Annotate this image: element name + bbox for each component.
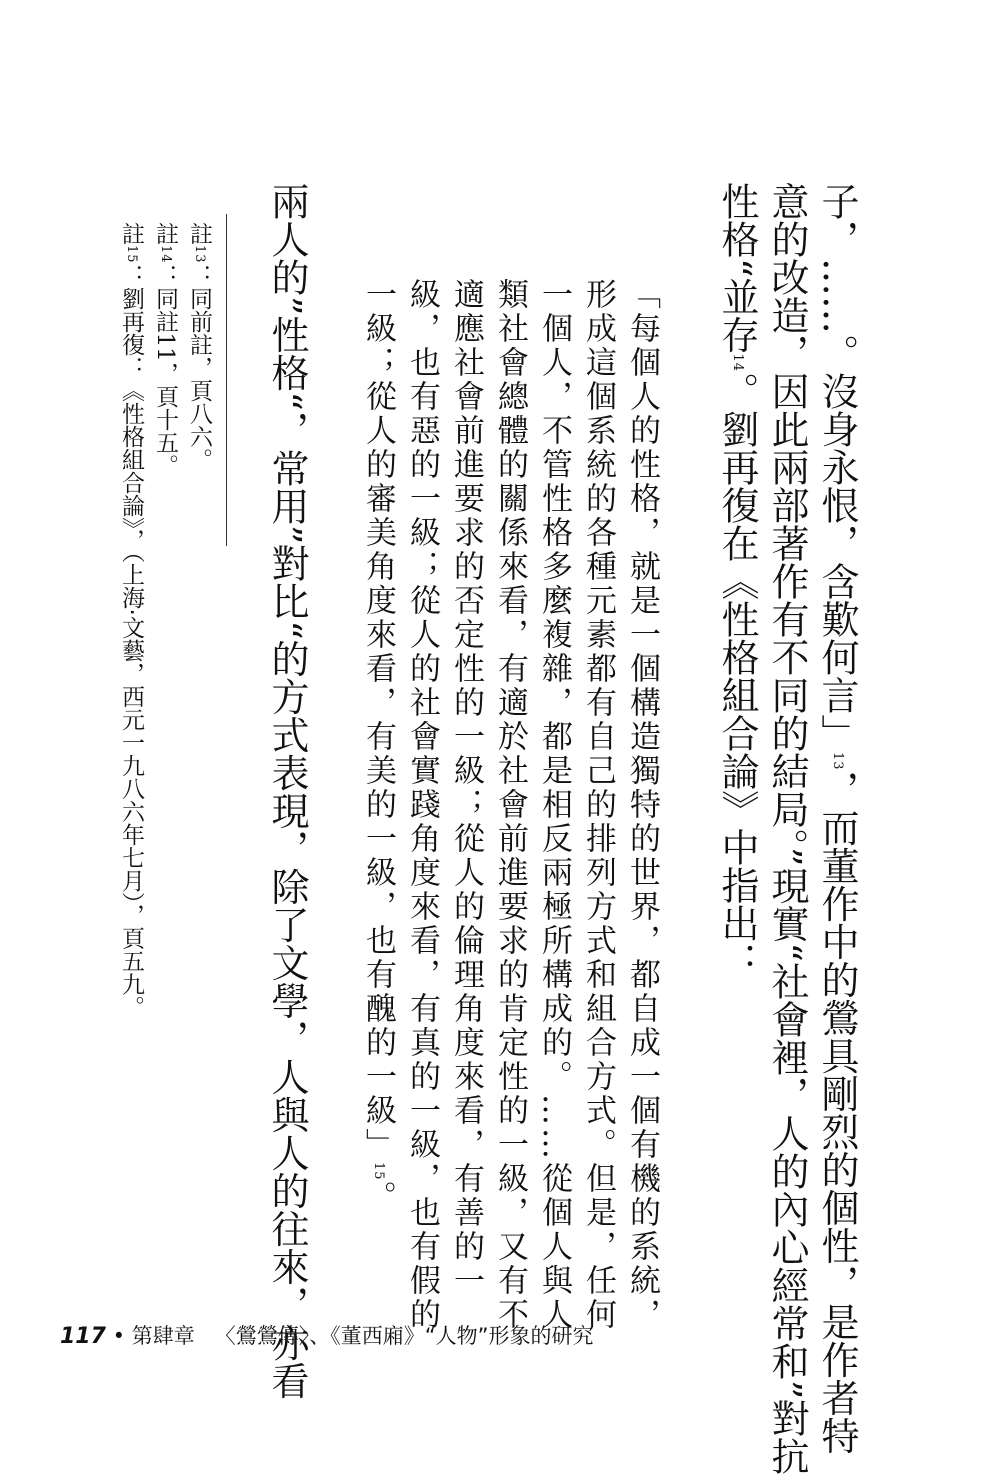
- chapter-title: 〈鶯鶯傳〉、《董西廂》“人物”形象的研究: [214, 1324, 594, 1348]
- body-column-1: 子，……。沒身永恨，含歎何言」13，而董作中的鶯具剛烈的個性，是作者特: [815, 182, 859, 1455]
- footnote-divider: [226, 214, 227, 546]
- footnote-ref-15: 15: [371, 1162, 386, 1181]
- quote-column-3: 一個人，不管性格多麼複雜，都是相反兩極所構成的。……從個人與人: [536, 278, 572, 1332]
- footnote-ref-13: 13: [830, 752, 845, 771]
- quote-column-6: 級，也有惡的一級；從人的社會實踐角度來看，有真的一級，也有假的: [404, 278, 440, 1332]
- quote-column-4: 類社會總體的關係來看，有適於社會前進要求的肯定性的一級，又有不: [492, 278, 528, 1332]
- page-number: 117: [60, 1324, 106, 1349]
- footnote-13: 註13：同前註，頁八六。: [186, 222, 212, 471]
- quote-column-1: 「每個人的性格，就是一個構造獨特的世界，都自成一個有機的系統，: [624, 278, 660, 1332]
- footer-bullet: •: [112, 1324, 126, 1348]
- quote-column-2: 形成這個系統的各種元素都有自己的排列方式和組合方式。但是，任何: [580, 278, 616, 1332]
- chapter-label: 第肆章: [131, 1324, 195, 1348]
- quote-column-5: 適應社會前進要求的否定性的一級；從人的倫理角度來看，有善的一: [448, 278, 484, 1298]
- footnote-14: 註14：同註11，頁十五。: [152, 222, 178, 477]
- body-column-after-quote: 兩人的”性格“，常用”對比“的方式表現，除了文學，人與人的往來，亦看: [265, 182, 309, 1400]
- quote-column-7: 一級；從人的審美角度來看，有美的一級，也有醜的一級」15。: [360, 278, 396, 1215]
- footnote-15: 註15：劉再復：《性格組合論》，（上海‧文藝，西元一九八六年七月），頁五九。: [118, 222, 144, 1019]
- body-column-2: 意的改造，因此兩部著作有不同的結局。”現實“社會裡，人的內心經常和”對抗: [765, 182, 809, 1475]
- footnote-ref-14: 14: [730, 353, 745, 372]
- page-footer: [60, 1320, 594, 1350]
- body-column-3: 性格“並存14。劉再復在《性格組合論》中指出：: [715, 182, 759, 980]
